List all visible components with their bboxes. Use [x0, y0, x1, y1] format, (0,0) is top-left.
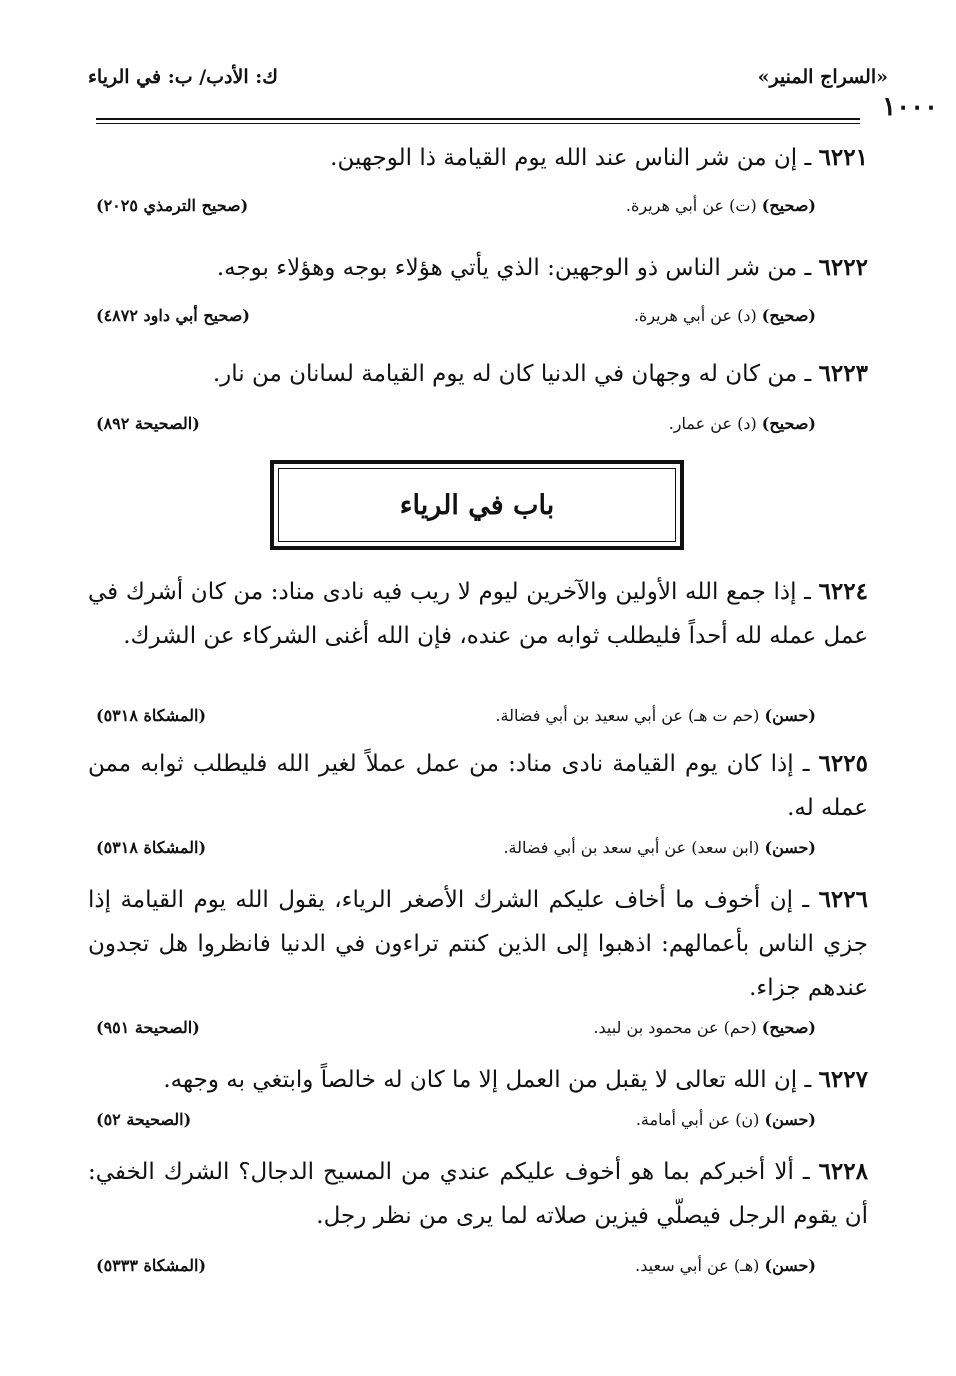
header-rule — [96, 118, 860, 120]
hadith-reference: (الصحيحة ٨٩٢) — [96, 414, 200, 433]
hadith-source — [593, 1018, 816, 1037]
hadith-citation — [96, 1256, 816, 1286]
hadith-citation — [96, 414, 816, 444]
hadith-entry: ٦٢٢٧ ـ إن الله تعالى لا يقبل من العمل إلا ما كان له خالصاً وابتغي به وجهه. — [163, 1066, 868, 1093]
hadith-number: ٦٢٢٣ — [818, 360, 868, 387]
hadith-grade: (حسن) — [764, 838, 816, 857]
hadith-reference: (المشكاة ٥٣١٨) — [96, 838, 207, 857]
hadith-text: إن من شر الناس عند الله يوم القيامة ذا الوجهين. — [330, 145, 798, 171]
hadith-entry: ٦٢٢٨ ـ ألا أخبركم بما هو أخوف عليكم عندي من المسيح الدجال؟ الشرك الخفي: أن يقوم الرجل فيصلّي فيزين صلاته لما يرى من نظر رجل. — [88, 1158, 868, 1229]
hadith-source — [669, 414, 816, 433]
book-title: «السراج المنير» — [757, 66, 888, 88]
hadith-source — [503, 838, 816, 857]
hadith-grade: (صحيح) — [761, 196, 816, 215]
chapter-title: باب في الرياء — [399, 489, 555, 521]
hadith-text: إذا كان يوم القيامة نادى مناد: من عمل عملاً لغير الله فليطلب ثوابه ممن عمله له. — [88, 751, 868, 821]
hadith-source — [626, 196, 816, 215]
hadith-citation — [96, 838, 816, 868]
hadith-grade: (حسن) — [764, 706, 816, 725]
hadith-narrator: (حم ت هـ) عن أبي سعيد بن أبي فضالة. — [495, 706, 760, 725]
header-rule-thin — [96, 123, 860, 124]
hadith-grade: (صحيح) — [761, 414, 816, 433]
hadith-narrator: (هـ) عن أبي سعيد. — [635, 1256, 760, 1275]
hadith-number: ٦٢٢٧ — [818, 1066, 868, 1093]
hadith-text: إذا جمع الله الأولين والآخرين ليوم لا ريب فيه نادى مناد: من كان أشرك في عمل عمله لله أحداً فليطلب ثوابه من عنده، فإن الله أغنى الشركاء عن الشرك. — [88, 579, 868, 649]
hadith-citation — [96, 196, 816, 226]
hadith-narrator: (د) عن عمار. — [668, 414, 757, 433]
hadith-entry: ٦٢٢٥ ـ إذا كان يوم القيامة نادى مناد: من عمل عملاً لغير الله فليطلب ثوابه ممن عمله له. — [88, 750, 868, 821]
hadith-narrator: (د) عن أبي هريرة. — [633, 306, 757, 325]
hadith-source — [635, 1256, 816, 1275]
hadith-text: إن الله تعالى لا يقبل من العمل إلا ما كان له خالصاً وابتغي به وجهه. — [163, 1067, 798, 1093]
hadith-source — [636, 1110, 816, 1129]
hadith-reference: (المشكاة ٥٣٣٣) — [96, 1256, 207, 1275]
hadith-grade: (حسن) — [764, 1110, 816, 1129]
hadith-grade: (حسن) — [764, 1256, 816, 1275]
hadith-narrator: (ت) عن أبي هريرة. — [625, 196, 757, 215]
hadith-entry: ٦٢٢٣ ـ من كان له وجهان في الدنيا كان له يوم القيامة لسانان من نار. — [212, 360, 868, 387]
hadith-citation — [96, 706, 816, 736]
hadith-narrator: (ن) عن أبي أمامة. — [635, 1110, 760, 1129]
hadith-reference: (صحيح أبي داود ٤٨٧٢) — [96, 306, 250, 325]
hadith-text: من كان له وجهان في الدنيا كان له يوم القيامة لسانان من نار. — [212, 361, 798, 387]
hadith-number: ٦٢٢٦ — [818, 886, 868, 913]
hadith-source — [634, 306, 816, 325]
section-title: ك: الأدب/ ب: في الرياء — [88, 66, 278, 88]
hadith-number: ٦٢٢٨ — [818, 1158, 868, 1185]
hadith-text: ألا أخبركم بما هو أخوف عليكم عندي من المسيح الدجال؟ الشرك الخفي: أن يقوم الرجل فيصلّي فيزين صلاته لما يرى من نظر رجل. — [88, 1159, 868, 1229]
hadith-grade: (صحيح) — [761, 1018, 816, 1037]
hadith-citation — [96, 306, 816, 336]
hadith-reference: (الصحيحة ٥٢) — [96, 1110, 192, 1129]
hadith-entry: ٦٢٢٦ ـ إن أخوف ما أخاف عليكم الشرك الأصغر الرياء، يقول الله يوم القيامة إذا جزي الناس بأعمالهم: اذهبوا إلى الذين كنتم تراءون في الدنيا فانظروا هل تجدون عندهم جزاء. — [88, 886, 868, 1001]
hadith-number: ٦٢٢٤ — [818, 578, 868, 605]
hadith-citation — [96, 1110, 816, 1140]
hadith-text: من شر الناس ذو الوجهين: الذي يأتي هؤلاء بوجه وهؤلاء بوجه. — [216, 255, 798, 281]
hadith-entry: ٦٢٢٤ ـ إذا جمع الله الأولين والآخرين ليوم لا ريب فيه نادى مناد: من كان أشرك في عمل عمله لله أحداً فليطلب ثوابه من عنده، فإن الله أغنى الشركاء عن الشرك. — [88, 578, 868, 649]
hadith-reference: (صحيح الترمذي ٢٠٢٥) — [96, 196, 249, 215]
hadith-entry: ٦٢٢١ ـ إن من شر الناس عند الله يوم القيامة ذا الوجهين. — [330, 144, 868, 171]
hadith-text: إن أخوف ما أخاف عليكم الشرك الأصغر الرياء، يقول الله يوم القيامة إذا جزي الناس بأعمالهم: اذهبوا إلى الذين كنتم تراءون في الدنيا فانظروا هل تجدون عندهم جزاء. — [88, 887, 868, 1001]
hadith-reference: (الصحيحة ٩٥١) — [96, 1018, 200, 1037]
chapter-heading-frame — [278, 468, 676, 542]
hadith-number: ٦٢٢٢ — [818, 254, 868, 281]
page-number: ١٠٠٠ — [882, 92, 938, 122]
hadith-number: ٦٢٢١ — [818, 144, 868, 171]
hadith-narrator: (ابن سعد) عن أبي سعد بن أبي فضالة. — [503, 838, 760, 857]
hadith-narrator: (حم) عن محمود بن لبيد. — [593, 1018, 757, 1037]
hadith-reference: (المشكاة ٥٣١٨) — [96, 706, 207, 725]
hadith-citation — [96, 1018, 816, 1048]
hadith-number: ٦٢٢٥ — [818, 750, 868, 777]
hadith-entry: ٦٢٢٢ ـ من شر الناس ذو الوجهين: الذي يأتي هؤلاء بوجه وهؤلاء بوجه. — [216, 254, 868, 281]
chapter-heading-box — [270, 460, 684, 550]
hadith-source — [495, 706, 816, 725]
hadith-grade: (صحيح) — [761, 306, 816, 325]
